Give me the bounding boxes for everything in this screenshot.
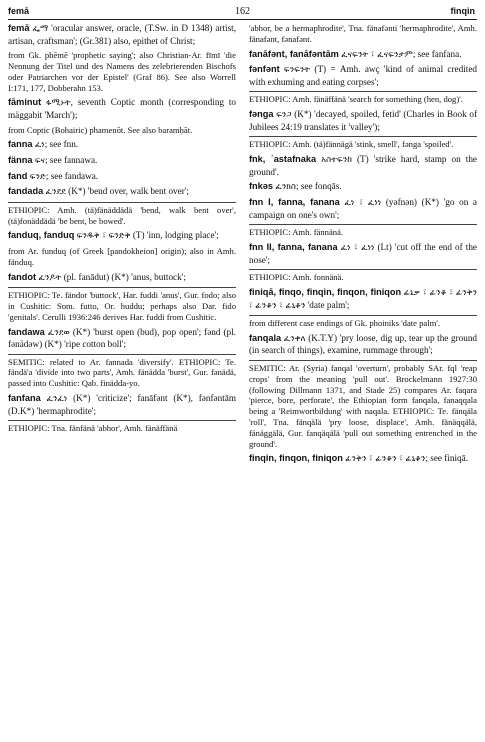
entry-geez-script: አስተፍንከ (321, 155, 352, 166)
entry-headword: fnn II, fanna, fanana (249, 241, 338, 252)
entry-definition: ; see finiqā. (425, 453, 469, 464)
dictionary-entry (249, 109, 477, 133)
etymology-note: SEMITIC: Ar. (Syria) fanqal 'overturn', probably SAr. fql 'reap crops' from the meaning 'pull out'. Brockelmann 1927:30 (following Dillmann 1371, and Stade 25) compares Ar. faqara 'pierce, bore, perforate', the Ethiopian form fanqala, fanaqqala being a 'Reimwortbildung' with naqala. ETHIOPIC: Te. fänqäla 'roll', Tna. fänqälä 'pry loose, displace', Amh. fänäqqälä, fänäggälä, Gur. fanqäqälä 'pull out something entrenched in the ground'. (249, 360, 477, 449)
etymology-note: from different case endings of Gk. phoiniks 'date palm'. (249, 315, 477, 329)
dictionary-entry (8, 186, 236, 199)
entry-headword: femā (8, 23, 30, 33)
page-header (0, 0, 485, 20)
dictionary-entry (8, 327, 236, 351)
dictionary-entry (249, 154, 477, 178)
entry-geez-script: ፈንደወ (47, 327, 70, 338)
entry-geez-script: ፈነ ፣ ፈነነ (340, 242, 375, 253)
entry-headword: fand (8, 170, 28, 181)
entry-headword: fanna (8, 139, 33, 150)
header-rule (8, 19, 477, 20)
entry-definition: (K*) 'bend over, walk bent over'; (65, 186, 189, 197)
dictionary-entry (249, 49, 477, 62)
entry-headword: fanqala (249, 332, 282, 343)
dictionary-entry (8, 230, 236, 243)
dictionary-entry (8, 393, 236, 417)
dictionary-entry (249, 333, 477, 357)
entry-definition: 'date palm'; (305, 299, 350, 310)
dictionary-entry (8, 171, 236, 184)
entry-definition: (K.T.Y) 'pry loose, dig up, tear up the ground (in search of things), examine, rummage through'; (249, 332, 478, 356)
entry-headword: fāminut (8, 97, 42, 108)
entry-definition: ; see fanfana. (412, 48, 462, 59)
entry-geez-script: ፈንደደ (45, 187, 66, 198)
entry-geez-script: ፍንድ (29, 171, 46, 182)
dictionary-entry (8, 97, 236, 121)
entry-geez-script: ፈንዶት (38, 272, 62, 283)
entry-definition: ; see fonqās. (295, 181, 342, 192)
entry-definition: (T) 'strike hard, stamp on the ground'. (249, 154, 478, 177)
entry-headword: fnk, ʾastafnaka (249, 154, 317, 165)
etymology-note: from Coptic (Bohairic) phamenōt. See also baramḥāt. (8, 124, 193, 135)
dictionary-entry (8, 155, 236, 168)
etymology-note: 'abhor, be a hermaphrodite', Tna. fänafənti 'hermaphrodite', Amh. fänafənt, fənafənt. (249, 23, 477, 44)
etymology-note: from Gk. phēmē 'prophetic saying'; also Christian-Ar. fīmī 'die Nennung der Titel und des Namens des zelebrierenden Bischofs oder Patriarchen vor der Epistel' (Graf 86). See also Worrell I:171, 177, Dobberahn 153. (8, 50, 236, 93)
entry-geez-script: ፈንፈነ (46, 394, 68, 405)
entry-definition: (T) = Amh. awç 'kind of animal credited with exhuming and eating corpses'; (249, 64, 478, 87)
header-left-guide-word: femā (8, 6, 30, 16)
entry-geez-script: ፈንክስ (275, 182, 296, 193)
entry-geez-script: ፍንፍንት (283, 65, 311, 76)
entry-definition: (K*) 'burst open (bud), pop open'; fənd (pl. fənädəw) (K*) 'ripe cotton boll'; (8, 326, 236, 350)
entry-geez-script: ፊንቅን ፣ ፊንቆን ፣ ፊኒቆን (345, 454, 426, 465)
entry-headword: fandawa (8, 326, 45, 337)
entry-headword: fənfənt (249, 64, 280, 75)
entry-headword: fandot (8, 271, 37, 282)
entry-geez-script: ፈንቀለ (283, 333, 306, 344)
entry-definition: ; see fannawa. (45, 154, 98, 165)
header-right-guide-word: finqin (450, 6, 475, 16)
dictionary-entry (249, 287, 477, 312)
dictionary-entry (8, 23, 236, 47)
entry-headword: fänna (8, 154, 33, 165)
entry-definition: ; see fnn. (44, 139, 79, 150)
page-number: 162 (235, 6, 250, 17)
dictionary-entry (249, 181, 477, 194)
etymology-note: ETHIOPIC: Amh. fännänä. (249, 224, 477, 238)
entry-headword: finqin, finqon, finiqon (249, 453, 343, 464)
etymology-note: ETHIOPIC: Amh. fänäffänä 'search for something (hen, dog)'. (249, 91, 477, 105)
entry-headword: fandada (8, 186, 44, 197)
dictionary-entry (8, 272, 236, 285)
dictionary-entry (249, 453, 477, 466)
entry-definition: (pl. fanādut) (K*) 'anus, buttock'; (61, 271, 186, 282)
entry-headword: fanfana (8, 393, 41, 404)
entry-geez-script: ፈነ (34, 140, 45, 151)
entry-definition: ; see fandawa. (45, 170, 99, 181)
entry-geez-script: ፈናፍንት ፣ ፈናፍንታም (341, 49, 413, 60)
entry-geez-script: ፊኒቃ ፣ ፊንቆ ፣ ፊንቅን ፣ ፊንቆን ፣ ፊኒቆን (249, 287, 478, 311)
etymology-note: ETHIOPIC: Amh. (tä)fännägä 'stink, smell', fənga 'spoiled'. (249, 136, 477, 150)
left-column (8, 23, 236, 438)
entry-geez-script: ፈነ ፣ ፈነነ (344, 197, 382, 208)
entry-headword: fnn I, fanna, fanana (249, 196, 340, 207)
entry-geez-script: ፌማ (32, 24, 49, 34)
entry-headword: fanduq, fanduq (8, 230, 75, 241)
right-column (249, 23, 477, 469)
entry-definition: (Lt) 'cut off the end of the nose'; (249, 241, 477, 265)
dictionary-entry (249, 64, 477, 88)
entry-definition: (yəfnən) (K*) 'go on a campaign on one's own'; (249, 196, 478, 220)
etymology-note: ETHIOPIC: Tna. fänfänä 'abhor', Amh. fänäffänä (8, 420, 236, 434)
etymology-note: ETHIOPIC: Amh. (tä)fänäddädä 'bend, walk bent over', (tä)fonäddädä 'be bent, be bowed'. (8, 202, 236, 227)
entry-definition: (T) 'inn, lodging place'; (130, 230, 219, 241)
entry-geez-script: ፍንጋ (276, 110, 292, 121)
etymology-note: from Ar. funduq (of Greek [pandokheion] origin); also in Amh. fänduq. (8, 245, 236, 267)
dictionary-entry (249, 242, 477, 266)
entry-geez-script: ፋሚኑት (46, 98, 71, 109)
entry-headword: fənga (249, 109, 274, 120)
etymology-note: ETHIOPIC: Te. fändot 'buttock', Har. fuddi 'anus', Gur. fodo; also in Cushitic: Som. futto, Or. huddu; perhaps also Dar. fido 'genitals'. Cerulli 1936:246 derives Har. fuddi from Cushitic. (8, 287, 236, 322)
etymology-note: ETHIOPIC: Amh. fonnänä. (249, 269, 477, 283)
entry-definition: , seventh Coptic month (corresponding to mäggabit 'March'); (8, 97, 237, 120)
entry-geez-script: ፍንዱቅ ፣ ፍንድቅ (76, 231, 131, 242)
entry-geez-script: ፍና (34, 155, 46, 166)
entry-headword: finiqā, finqo, finqin, finqon, finiqon (249, 286, 402, 297)
entry-definition: (K*) 'criticize'; fanāfənt (K*), fənfəntām (D.K*) 'hermaphrodite'; (8, 393, 236, 416)
dictionary-entry (249, 197, 477, 221)
etymology-note: SEMITIC: related to Ar. fannada 'diversify'. ETHIOPIC: Te. fändä'a 'divide into two parts', Amh. fänädda 'burst', Gur. fənädä, passed into Cushitic: Qab. finädda-yo. (8, 354, 236, 389)
dictionary-entry (8, 139, 236, 152)
entry-headword: fnkəs (249, 181, 274, 192)
entry-headword: fanāfənt, fanāfəntām (249, 48, 339, 59)
entry-definition: 'oracular answer, oracle, (T.Sw. in D 1348) artist, artisan, craftsman'; (Gr.381) also, epithet of Christ; (8, 23, 236, 46)
entry-definition: (K*) 'decayed, spoiled, fetid' (Charles in Book of Jubilees 24:19 translates it 'valley'); (249, 109, 477, 132)
